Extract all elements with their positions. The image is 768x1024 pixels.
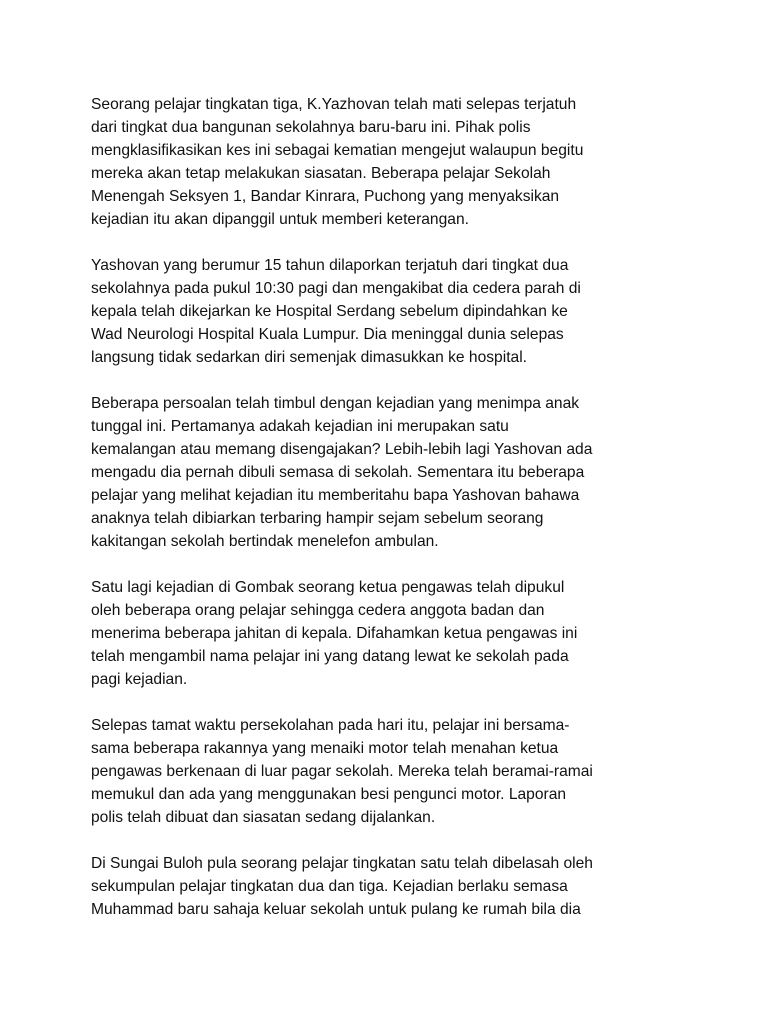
- text-line: menerima beberapa jahitan di kepala. Difahamkan ketua pengawas ini: [91, 625, 578, 642]
- text-line: anaknya telah dibiarkan terbaring hampir sejam sebelum seorang: [91, 510, 544, 527]
- text-line: Satu lagi kejadian di Gombak seorang ketua pengawas telah dipukul: [91, 579, 565, 596]
- text-line: kemalangan atau memang disengajakan? Lebih-lebih lagi Yashovan ada: [91, 441, 593, 458]
- text-line: Beberapa persoalan telah timbul dengan kejadian yang menimpa anak: [91, 395, 580, 412]
- paragraph-1: [91, 93, 681, 231]
- text-line: memukul dan ada yang menggunakan besi pengunci motor. Laporan: [91, 786, 567, 803]
- text-line: Wad Neurologi Hospital Kuala Lumpur. Dia meninggal dunia selepas: [91, 326, 564, 343]
- text-line: Selepas tamat waktu persekolahan pada hari itu, pelajar ini bersama-: [91, 717, 570, 734]
- text-line: mengklasifikasikan kes ini sebagai kematian mengejut walaupun begitu: [91, 142, 584, 159]
- text-line: sekumpulan pelajar tingkatan dua dan tiga. Kejadian berlaku semasa: [91, 878, 568, 895]
- text-line: mengadu dia pernah dibuli semasa di sekolah. Sementara itu beberapa: [91, 464, 585, 481]
- text-line: pengawas berkenaan di luar pagar sekolah. Mereka telah beramai-ramai: [91, 763, 593, 780]
- text-line: Yashovan yang berumur 15 tahun dilaporkan terjatuh dari tingkat dua: [91, 257, 569, 274]
- text-line: tunggal ini. Pertamanya adakah kejadian ini merupakan satu: [91, 418, 509, 435]
- text-line: Di Sungai Buloh pula seorang pelajar tingkatan satu telah dibelasah oleh: [91, 855, 593, 872]
- text-line: kepala telah dikejarkan ke Hospital Serdang sebelum dipindahkan ke: [91, 303, 568, 320]
- text-line: Menengah Seksyen 1, Bandar Kinrara, Puchong yang menyaksikan: [91, 188, 560, 205]
- text-line: sama beberapa rakannya yang menaiki motor telah menahan ketua: [91, 740, 559, 757]
- paragraph-4: [91, 576, 681, 691]
- text-line: polis telah dibuat dan siasatan sedang dijalankan.: [91, 809, 436, 826]
- text-line: sekolahnya pada pukul 10:30 pagi dan mengakibat dia cedera parah di: [91, 280, 581, 297]
- text-line: kakitangan sekolah bertindak menelefon ambulan.: [91, 533, 439, 550]
- document-body: [91, 93, 681, 944]
- paragraph-2: [91, 254, 681, 369]
- paragraph-6: [91, 852, 681, 921]
- paragraph-5: [91, 714, 681, 829]
- text-line: telah mengambil nama pelajar ini yang datang lewat ke sekolah pada: [91, 648, 569, 665]
- text-line: pelajar yang melihat kejadian itu memberitahu bapa Yashovan bahawa: [91, 487, 580, 504]
- text-line: Seorang pelajar tingkatan tiga, K.Yazhovan telah mati selepas terjatuh: [91, 96, 577, 113]
- text-line: kejadian itu akan dipanggil untuk memberi keterangan.: [91, 211, 469, 228]
- text-line: langsung tidak sedarkan diri semenjak dimasukkan ke hospital.: [91, 349, 528, 366]
- text-line: oleh beberapa orang pelajar sehingga cedera anggota badan dan: [91, 602, 545, 619]
- text-line: mereka akan tetap melakukan siasatan. Beberapa pelajar Sekolah: [91, 165, 551, 182]
- text-line: Muhammad baru sahaja keluar sekolah untuk pulang ke rumah bila dia: [91, 901, 581, 918]
- text-line: pagi kejadian.: [91, 671, 188, 688]
- paragraph-3: [91, 392, 681, 553]
- text-line: dari tingkat dua bangunan sekolahnya baru-baru ini. Pihak polis: [91, 119, 531, 136]
